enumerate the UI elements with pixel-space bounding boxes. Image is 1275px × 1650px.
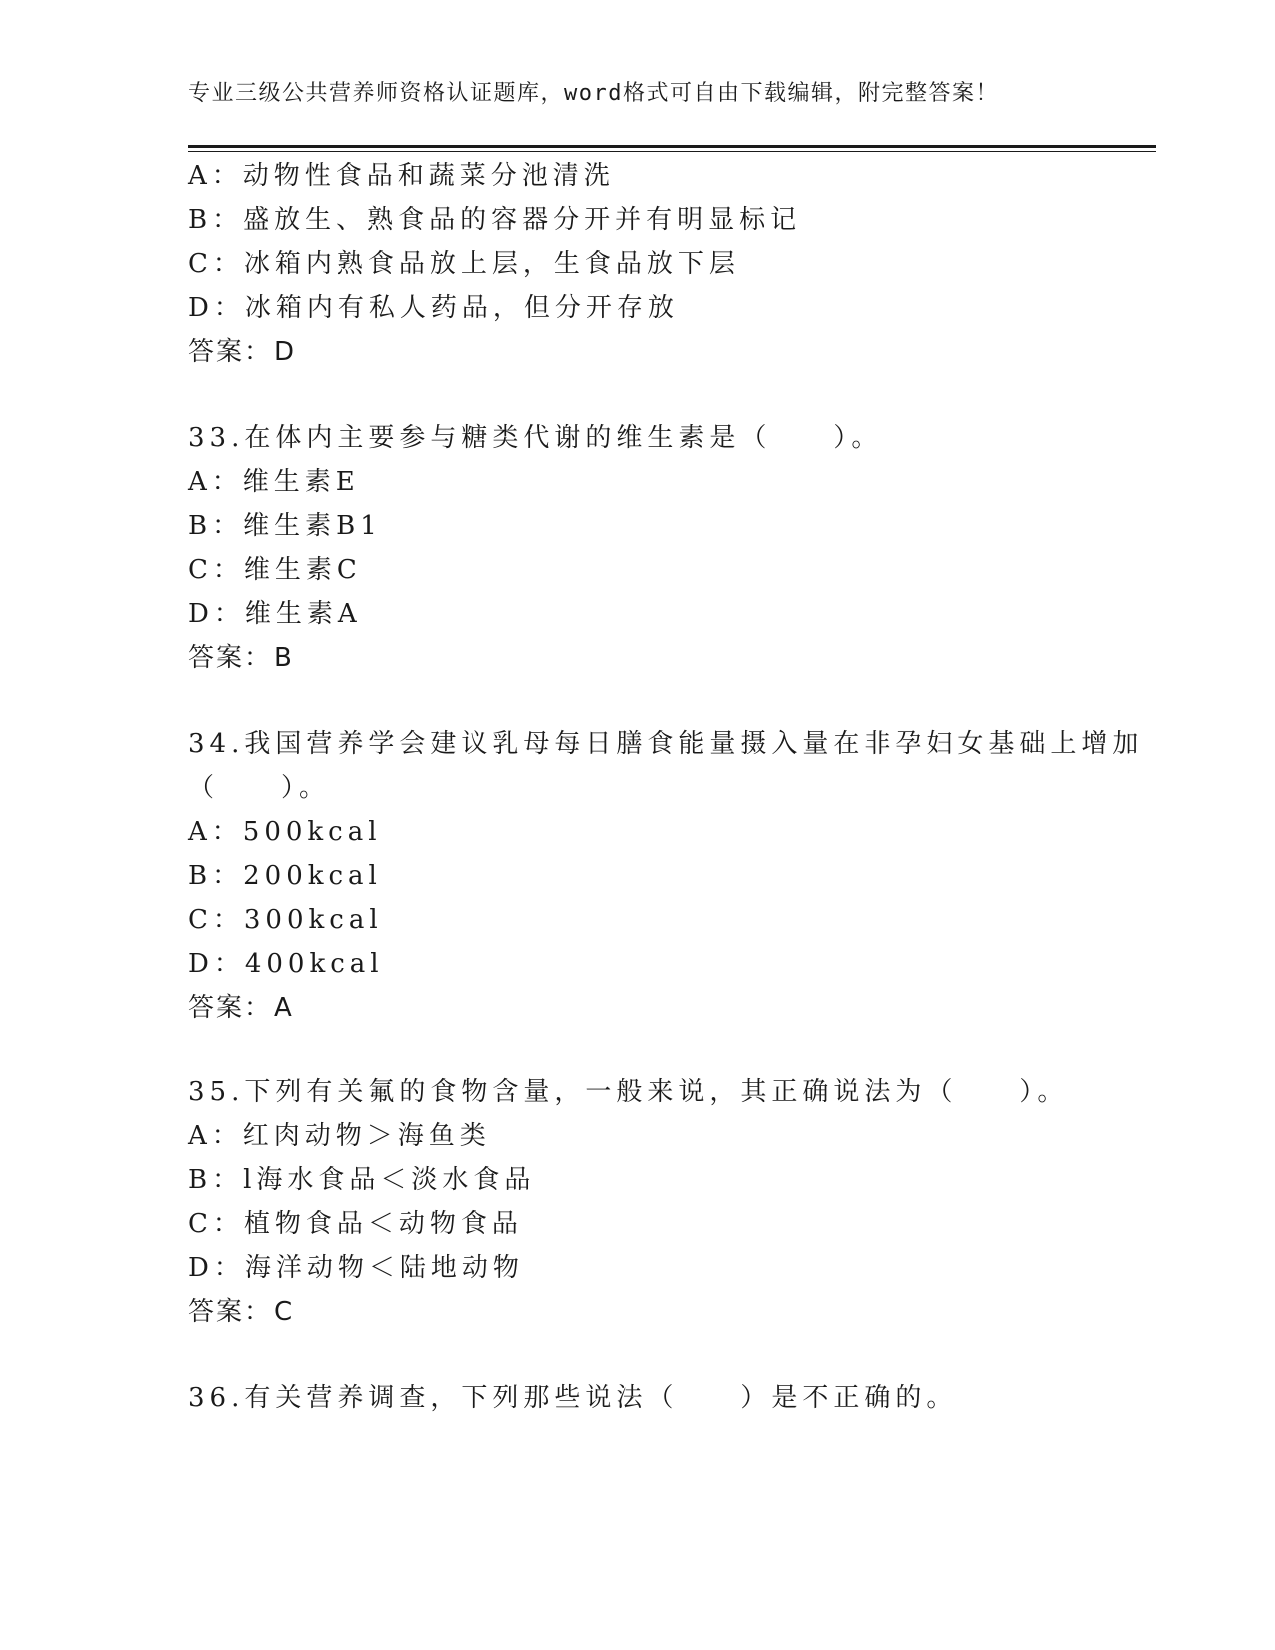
q33-option-d: D：维生素A <box>188 599 362 629</box>
q35-answer-label: 答案： <box>188 1297 273 1327</box>
q33-option-a: A：维生素E <box>188 467 360 497</box>
q32-option-d: D：冰箱内有私人药品，但分开存放 <box>188 293 679 323</box>
q34-answer-value: A <box>274 993 294 1023</box>
header-rule-thick <box>188 145 1156 148</box>
q32-answer-label: 答案： <box>188 337 273 367</box>
page-header: 专业三级公共营养师资格认证题库，word格式可自由下载编辑，附完整答案！ <box>188 81 999 106</box>
q33-answer-label: 答案： <box>188 643 273 673</box>
q34-question-line2: （ ）。 <box>188 773 331 803</box>
q35-answer-value: C <box>274 1297 295 1327</box>
q36-question: 36.有关营养调查，下列那些说法（ ）是不正确的。 <box>188 1383 958 1413</box>
q34-answer <box>188 987 294 1024</box>
q33-option-c: C：维生素C <box>188 555 362 585</box>
q34-question-line1: 34.我国营养学会建议乳母每日膳食能量摄入量在非孕妇女基础上增加 <box>188 729 1144 759</box>
q34-option-a: A：500kcal <box>188 817 382 847</box>
q32-option-c: C：冰箱内熟食品放上层，生食品放下层 <box>188 249 740 279</box>
q35-question: 35.下列有关氟的食物含量，一般来说，其正确说法为（ ）。 <box>188 1077 1069 1107</box>
q32-answer-value: D <box>274 337 297 367</box>
q33-answer-value: B <box>274 643 294 673</box>
q34-option-b: B：200kcal <box>188 861 382 891</box>
q34-answer-label: 答案： <box>188 993 273 1023</box>
q34-option-c: C：300kcal <box>188 905 383 935</box>
q32-option-b: B：盛放生、熟食品的容器分开并有明显标记 <box>188 205 802 235</box>
q32-answer <box>188 331 296 368</box>
q35-option-a: A：红肉动物＞海鱼类 <box>188 1121 491 1151</box>
q35-option-c: C：植物食品＜动物食品 <box>188 1209 523 1239</box>
q33-answer <box>188 637 294 674</box>
header-rule-thin <box>188 151 1156 152</box>
q32-option-a: A：动物性食品和蔬菜分池清洗 <box>188 161 615 191</box>
q33-question: 33.在体内主要参与糖类代谢的维生素是（ ）。 <box>188 423 883 453</box>
q35-option-b: B：l海水食品＜淡水食品 <box>188 1165 536 1195</box>
q34-option-d: D：400kcal <box>188 949 384 979</box>
q33-option-b: B：维生素B1 <box>188 511 382 541</box>
q35-answer <box>188 1291 294 1328</box>
q35-option-d: D：海洋动物＜陆地动物 <box>188 1253 524 1283</box>
